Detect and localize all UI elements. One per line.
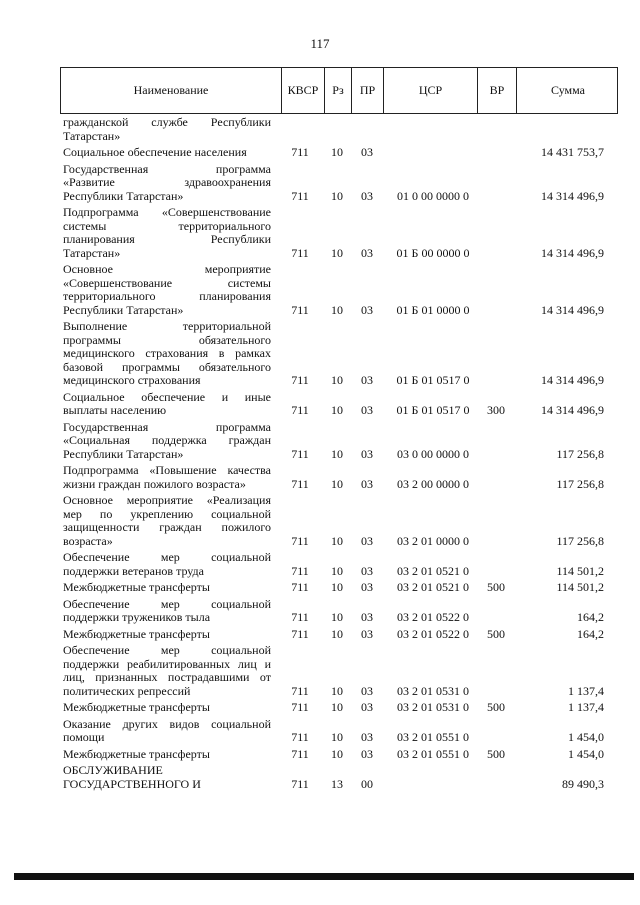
row-kvsr: 711 bbox=[291, 776, 309, 791]
row-rz: 10 bbox=[331, 533, 343, 548]
row-name-line: поддержки ветеранов труда bbox=[63, 563, 204, 578]
row-name-line: медицинского страхования в рамках bbox=[63, 346, 271, 360]
row-name bbox=[63, 718, 271, 745]
row-pr: 03 bbox=[361, 746, 373, 761]
row-pr: 03 bbox=[361, 302, 373, 317]
row-rz: 13 bbox=[331, 776, 343, 791]
row-name-line: Основное мероприятие bbox=[63, 262, 271, 276]
row-kvsr: 711 bbox=[291, 245, 309, 260]
row-csr: 03 2 01 0000 0 bbox=[397, 533, 469, 548]
row-pr: 00 bbox=[361, 776, 373, 791]
row-sum: 14 431 753,7 bbox=[541, 145, 604, 159]
row-name-line: выплаты населению bbox=[63, 403, 167, 417]
row-pr: 03 bbox=[361, 188, 373, 203]
row-kvsr: 711 bbox=[291, 730, 309, 744]
row-kvsr: 711 bbox=[291, 626, 309, 641]
row-sum: 114 501,2 bbox=[556, 580, 604, 594]
row-name-line: «Социальная поддержка граждан bbox=[63, 433, 271, 447]
row-name bbox=[63, 116, 271, 143]
row-name-line: Республики Татарстан» bbox=[63, 302, 184, 317]
row-csr: 03 2 01 0551 0 bbox=[397, 746, 469, 761]
row-rz: 10 bbox=[331, 403, 343, 417]
row-name-line: Обеспечение мер социальной bbox=[63, 596, 271, 611]
row-name-line: Межбюджетные трансферты bbox=[63, 700, 210, 714]
row-rz: 10 bbox=[331, 700, 343, 714]
row-sum: 164,2 bbox=[577, 626, 604, 641]
row-vr: 500 bbox=[487, 746, 505, 761]
row-kvsr: 711 bbox=[291, 145, 309, 159]
header-rz: Рз bbox=[324, 68, 351, 113]
row-vr: 500 bbox=[487, 580, 505, 594]
row-kvsr: 711 bbox=[291, 683, 309, 698]
row-name-line: гражданской службе Республики bbox=[63, 115, 271, 129]
row-sum: 89 490,3 bbox=[562, 776, 604, 791]
row-name-line: Обеспечение мер социальной bbox=[63, 643, 271, 657]
row-sum: 117 256,8 bbox=[556, 533, 604, 548]
row-rz: 10 bbox=[331, 446, 343, 461]
row-name bbox=[63, 701, 271, 715]
row-sum: 14 314 496,9 bbox=[541, 245, 604, 260]
row-csr: 03 2 01 0521 0 bbox=[397, 563, 469, 578]
row-kvsr: 711 bbox=[291, 373, 309, 387]
row-sum: 117 256,8 bbox=[556, 476, 604, 491]
row-name bbox=[63, 494, 271, 548]
row-rz: 10 bbox=[331, 626, 343, 641]
row-name bbox=[63, 551, 271, 578]
row-csr: 03 2 01 0522 0 bbox=[397, 626, 469, 641]
row-name-line: Межбюджетные трансферты bbox=[63, 746, 210, 761]
row-vr: 500 bbox=[487, 626, 505, 641]
row-sum: 164,2 bbox=[577, 610, 604, 624]
row-name-line: Государственная программа bbox=[63, 419, 271, 434]
row-name-line: Татарстан» bbox=[63, 128, 121, 143]
row-sum: 117 256,8 bbox=[556, 446, 604, 461]
row-name bbox=[63, 748, 271, 762]
row-csr: 03 2 01 0551 0 bbox=[397, 730, 469, 744]
row-name-line: политических репрессий bbox=[63, 683, 191, 698]
row-name-line: поддержки тружеников тыла bbox=[63, 610, 211, 624]
row-kvsr: 711 bbox=[291, 533, 309, 548]
row-name-line: лиц, признанных пострадавшими от bbox=[63, 670, 271, 684]
row-rz: 10 bbox=[331, 302, 343, 317]
row-sum: 1 137,4 bbox=[568, 683, 604, 698]
row-rz: 10 bbox=[331, 746, 343, 761]
row-kvsr: 711 bbox=[291, 446, 309, 461]
row-name-line: возраста» bbox=[63, 533, 113, 548]
row-csr: 03 2 01 0522 0 bbox=[397, 610, 469, 624]
row-kvsr: 711 bbox=[291, 188, 309, 203]
row-name bbox=[63, 764, 271, 791]
row-name-line: Татарстан» bbox=[63, 245, 121, 260]
row-name bbox=[63, 163, 271, 204]
header-name: Наименование bbox=[133, 83, 209, 97]
row-kvsr: 711 bbox=[291, 476, 309, 491]
row-pr: 03 bbox=[361, 610, 373, 624]
row-name bbox=[63, 421, 271, 462]
row-rz: 10 bbox=[331, 730, 343, 744]
row-name-line: помощи bbox=[63, 730, 105, 744]
row-name-line: Подпрограмма «Совершенствование bbox=[63, 205, 271, 219]
row-kvsr: 711 bbox=[291, 563, 309, 578]
table-header bbox=[60, 67, 618, 114]
row-kvsr: 711 bbox=[291, 700, 309, 714]
row-name-line: территориального планирования bbox=[63, 289, 271, 303]
row-pr: 03 bbox=[361, 683, 373, 698]
row-sum: 1 454,0 bbox=[568, 730, 604, 744]
row-vr: 300 bbox=[487, 403, 505, 417]
row-sum: 14 314 496,9 bbox=[541, 373, 604, 387]
row-name-line: Социальное обеспечение населения bbox=[63, 145, 247, 159]
row-name bbox=[63, 598, 271, 625]
row-name-line: Государственная программа bbox=[63, 161, 271, 176]
row-name-line: «Развитие здравоохранения bbox=[63, 175, 271, 189]
row-csr: 01 Б 01 0000 0 bbox=[396, 302, 470, 317]
row-rz: 10 bbox=[331, 610, 343, 624]
row-pr: 03 bbox=[361, 563, 373, 578]
row-sum: 14 314 496,9 bbox=[541, 188, 604, 203]
row-name-line: Социальное обеспечение и иные bbox=[63, 389, 271, 404]
row-name bbox=[63, 644, 271, 698]
row-csr: 03 2 01 0521 0 bbox=[397, 580, 469, 594]
row-name-line: ГОСУДАРСТВЕННОГО И bbox=[63, 776, 201, 791]
row-rz: 10 bbox=[331, 563, 343, 578]
row-rz: 10 bbox=[331, 373, 343, 387]
row-pr: 03 bbox=[361, 403, 373, 417]
row-pr: 03 bbox=[361, 700, 373, 714]
row-name-line: Межбюджетные трансферты bbox=[63, 626, 210, 641]
row-name-line: Основное мероприятие «Реализация bbox=[63, 493, 271, 507]
row-name-line: жизни граждан пожилого возраста» bbox=[63, 476, 246, 491]
row-rz: 10 bbox=[331, 145, 343, 159]
row-csr: 03 2 01 0531 0 bbox=[397, 700, 469, 714]
row-name-line: планирования Республики bbox=[63, 232, 271, 246]
row-rz: 10 bbox=[331, 245, 343, 260]
row-sum: 1 137,4 bbox=[568, 700, 604, 714]
row-pr: 03 bbox=[361, 476, 373, 491]
page-number: 117 bbox=[310, 36, 330, 51]
row-sum: 1 454,0 bbox=[568, 746, 604, 761]
row-pr: 03 bbox=[361, 145, 373, 159]
row-kvsr: 711 bbox=[291, 610, 309, 624]
row-name-line: медицинского страхования bbox=[63, 373, 201, 387]
row-csr: 03 2 00 0000 0 bbox=[397, 476, 469, 491]
row-name-line: «Совершенствование системы bbox=[63, 275, 271, 290]
row-pr: 03 bbox=[361, 626, 373, 641]
row-csr: 03 2 01 0531 0 bbox=[397, 683, 469, 698]
row-kvsr: 711 bbox=[291, 403, 309, 417]
row-csr: 01 Б 01 0517 0 bbox=[396, 403, 470, 417]
row-pr: 03 bbox=[361, 245, 373, 260]
row-name-line: Подпрограмма «Повышение качества bbox=[63, 463, 271, 477]
row-name-line: поддержки реабилитированных лиц и bbox=[63, 656, 271, 671]
header-sum: Сумма bbox=[516, 68, 619, 113]
row-rz: 10 bbox=[331, 683, 343, 698]
row-csr: 01 0 00 0000 0 bbox=[397, 188, 469, 203]
row-pr: 03 bbox=[361, 580, 373, 594]
row-kvsr: 711 bbox=[291, 302, 309, 317]
row-pr: 03 bbox=[361, 446, 373, 461]
row-name bbox=[63, 581, 271, 595]
row-name-line: программы обязательного bbox=[63, 332, 271, 347]
header-vr: ВР bbox=[477, 68, 516, 113]
row-csr: 01 Б 01 0517 0 bbox=[396, 373, 470, 387]
row-name bbox=[63, 263, 271, 317]
header-kvsr: КВСР bbox=[281, 68, 324, 113]
row-name-line: системы территориального bbox=[63, 218, 271, 233]
row-rz: 10 bbox=[331, 188, 343, 203]
row-rz: 10 bbox=[331, 476, 343, 491]
row-sum: 14 314 496,9 bbox=[541, 302, 604, 317]
row-pr: 03 bbox=[361, 730, 373, 744]
row-name-line: мер по укреплению социальной bbox=[63, 506, 271, 521]
row-name-line: базовой программы обязательного bbox=[63, 359, 271, 374]
row-name-line: Обеспечение мер социальной bbox=[63, 550, 271, 564]
row-name-line: защищенности граждан пожилого bbox=[63, 520, 271, 534]
row-name bbox=[63, 464, 271, 491]
row-name bbox=[63, 146, 271, 160]
row-rz: 10 bbox=[331, 580, 343, 594]
row-csr: 01 Б 00 0000 0 bbox=[396, 245, 470, 260]
row-name bbox=[63, 628, 271, 642]
row-name bbox=[63, 206, 271, 260]
header-pr: ПР bbox=[351, 68, 383, 113]
row-csr: 03 0 00 0000 0 bbox=[397, 446, 469, 461]
row-pr: 03 bbox=[361, 373, 373, 387]
row-name-line: Выполнение территориальной bbox=[63, 319, 271, 333]
row-name-line: Межбюджетные трансферты bbox=[63, 580, 210, 594]
row-name bbox=[63, 320, 271, 388]
header-csr: ЦСР bbox=[383, 68, 477, 113]
scan-edge-bar bbox=[14, 873, 634, 880]
row-name-line: Оказание других видов социальной bbox=[63, 716, 271, 731]
row-sum: 14 314 496,9 bbox=[541, 403, 604, 417]
row-pr: 03 bbox=[361, 533, 373, 548]
row-vr: 500 bbox=[487, 700, 505, 714]
row-name bbox=[63, 391, 271, 418]
row-sum: 114 501,2 bbox=[556, 563, 604, 578]
row-kvsr: 711 bbox=[291, 746, 309, 761]
row-kvsr: 711 bbox=[291, 580, 309, 594]
row-name-line: Республики Татарстан» bbox=[63, 188, 184, 203]
row-name-line: Республики Татарстан» bbox=[63, 446, 184, 461]
row-name-line: ОБСЛУЖИВАНИЕ bbox=[63, 763, 163, 777]
